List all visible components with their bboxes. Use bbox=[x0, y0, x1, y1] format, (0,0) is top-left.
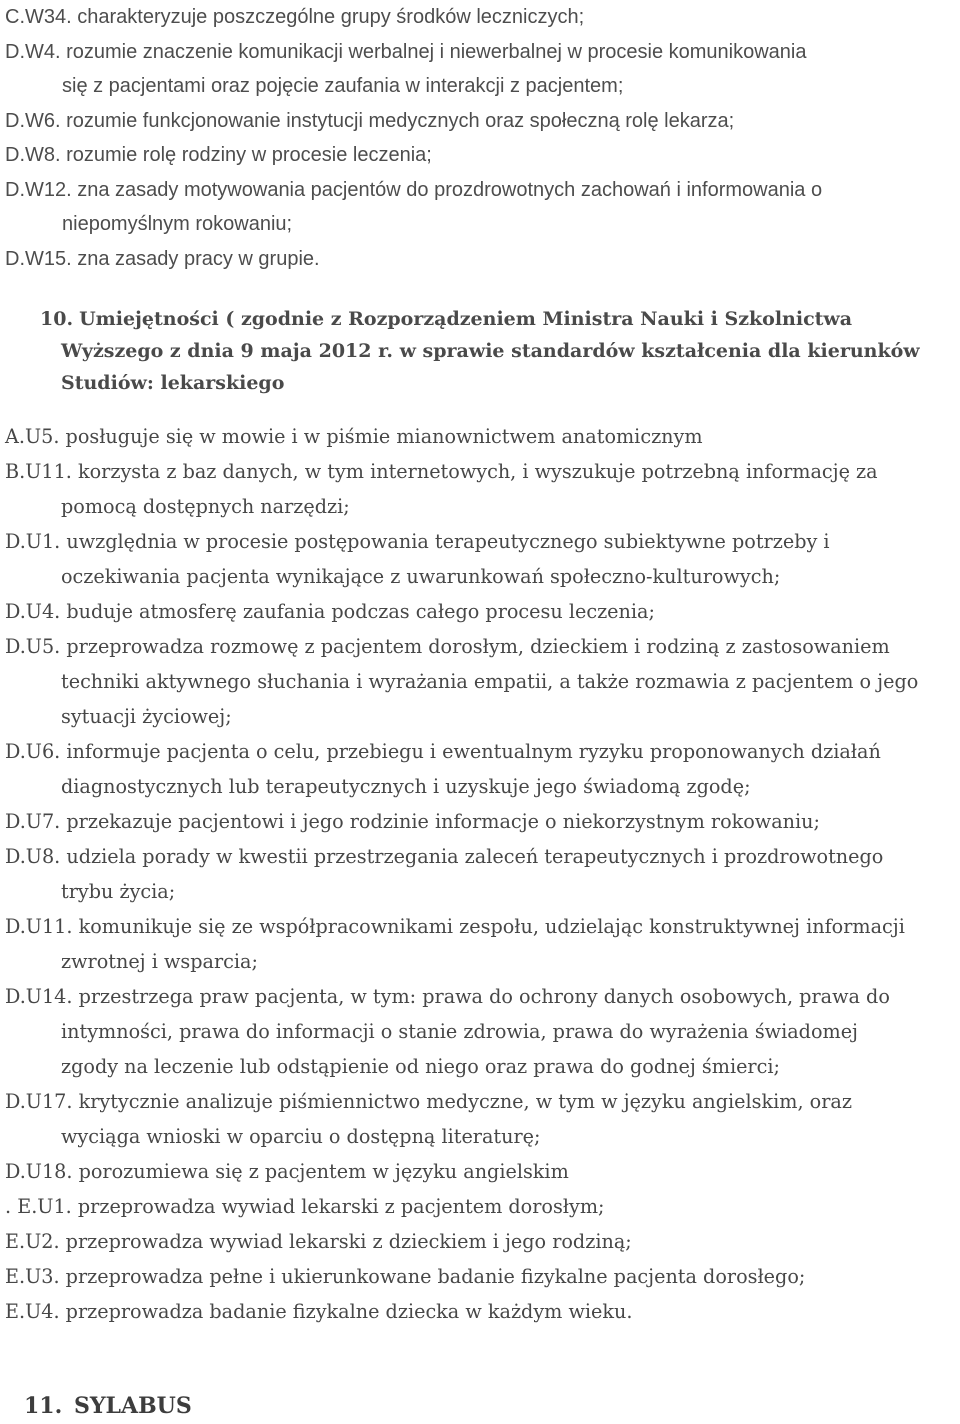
outcome-item bbox=[5, 629, 960, 734]
outcome-text: D.W4. rozumie znaczenie komunikacji werbalnej i niewerbalnej w procesie komunikowania bbox=[5, 40, 807, 63]
outcome-text: D.U7. przekazuje pacjentowi i jego rodzinie informacje o niekorzystnym rokowaniu; bbox=[5, 810, 820, 833]
section-10-heading-line-2: Wyższego z dnia 9 maja 2012 r. w sprawie standardów kształcenia dla kierunków bbox=[61, 340, 920, 362]
outcome-text-continuation: zgody na leczenie lub odstąpienie od niego oraz prawa do godnej śmierci; bbox=[61, 1055, 780, 1078]
outcome-text: D.U11. komunikuje się ze współpracownikami zespołu, udzielając konstruktywnej informacji bbox=[5, 915, 905, 938]
outcome-text-continuation: sytuacji życiowej; bbox=[61, 705, 232, 728]
outcome-item bbox=[5, 524, 960, 594]
outcome-item bbox=[5, 1224, 960, 1259]
outcome-item bbox=[5, 104, 955, 139]
outcome-text-continuation: pomocą dostępnych narzędzi; bbox=[61, 495, 350, 518]
outcome-item bbox=[5, 419, 960, 454]
section-11-number: 11. bbox=[24, 1393, 63, 1419]
outcome-text: D.U1. uwzględnia w procesie postępowania terapeutycznego subiektywne potrzeby i bbox=[5, 530, 830, 553]
outcome-text: D.U6. informuje pacjenta o celu, przebiegu i ewentualnym ryzyku proponowanych działań bbox=[5, 740, 881, 763]
outcome-item bbox=[5, 1154, 960, 1189]
outcome-item bbox=[5, 979, 960, 1084]
outcome-item bbox=[5, 594, 960, 629]
section-10-heading-line-1: Umiejętności ( zgodnie z Rozporządzeniem Ministra Nauki i Szkolnictwa bbox=[79, 308, 853, 330]
outcome-item bbox=[5, 173, 955, 242]
outcome-item bbox=[5, 1084, 960, 1154]
outcome-item bbox=[5, 454, 960, 524]
outcome-text: B.U11. korzysta z baz danych, w tym internetowych, i wyszukuje potrzebną informację za bbox=[5, 460, 878, 483]
outcome-item bbox=[5, 35, 955, 104]
outcome-text: A.U5. posługuje się w mowie i w piśmie mianownictwem anatomicznym bbox=[5, 425, 703, 448]
outcome-text-continuation: wyciąga wnioski w oparciu o dostępną literaturę; bbox=[61, 1125, 541, 1148]
outcome-text: D.U17. krytycznie analizuje piśmiennictwo medyczne, w tym w języku angielskim, oraz bbox=[5, 1090, 852, 1113]
outcome-text: E.U2. przeprowadza wywiad lekarski z dzieckiem i jego rodziną; bbox=[5, 1230, 632, 1253]
outcome-text-continuation: oczekiwania pacjenta wynikające z uwarunkowań społeczno-kulturowych; bbox=[61, 565, 781, 588]
outcome-text: D.U8. udziela porady w kwestii przestrzegania zaleceń terapeutycznych i prozdrowotnego bbox=[5, 845, 884, 868]
outcome-text: C.W34. charakteryzuje poszczególne grupy środków leczniczych; bbox=[5, 6, 585, 28]
outcome-text-continuation: trybu życia; bbox=[61, 880, 176, 903]
outcome-text: D.W15. zna zasady pracy w grupie. bbox=[5, 247, 320, 270]
outcome-text: D.U5. przeprowadza rozmowę z pacjentem dorosłym, dzieckiem i rodziną z zastosowaniem bbox=[5, 635, 890, 658]
outcome-text-continuation: zwrotnej i wsparcia; bbox=[61, 950, 258, 973]
outcome-item bbox=[5, 1189, 960, 1224]
outcome-item bbox=[5, 242, 955, 277]
outcome-text: D.U14. przestrzega praw pacjenta, w tym: prawa do ochrony danych osobowych, prawa do bbox=[5, 985, 890, 1008]
outcome-item bbox=[5, 839, 960, 909]
outcome-text-continuation: intymności, prawa do informacji o stanie zdrowia, prawa do wyrażenia świadomej bbox=[61, 1020, 859, 1043]
outcome-text: D.U18. porozumiewa się z pacjentem w języku angielskim bbox=[5, 1160, 569, 1183]
outcome-item bbox=[5, 0, 955, 35]
section-10-heading-line-3: Studiów: lekarskiego bbox=[61, 372, 285, 394]
outcome-text-continuation: się z pacjentami oraz pojęcie zaufania w interakcji z pacjentem; bbox=[62, 75, 624, 97]
section-10-heading bbox=[40, 303, 955, 399]
section-10-number: 10. bbox=[40, 308, 74, 330]
outcome-text: E.U4. przeprowadza badanie fizykalne dziecka w każdym wieku. bbox=[5, 1300, 633, 1323]
outcome-item bbox=[5, 1259, 960, 1294]
outcome-text-continuation: niepomyślnym rokowaniu; bbox=[62, 213, 293, 235]
outcome-item bbox=[5, 804, 960, 839]
outcome-text: . E.U1. przeprowadza wywiad lekarski z pacjentem dorosłym; bbox=[5, 1195, 605, 1218]
outcome-text: D.U4. buduje atmosferę zaufania podczas całego procesu leczenia; bbox=[5, 600, 655, 623]
outcome-text: D.W8. rozumie rolę rodziny w procesie leczenia; bbox=[5, 144, 432, 166]
outcome-text: D.W6. rozumie funkcjonowanie instytucji medycznych oraz społeczną rolę lekarza; bbox=[5, 109, 735, 132]
outcome-item bbox=[5, 138, 955, 173]
outcome-item bbox=[5, 1294, 960, 1329]
section-11-heading bbox=[24, 1388, 192, 1424]
outcome-text-continuation: diagnostycznych lub terapeutycznych i uzyskuje jego świadomą zgodę; bbox=[61, 775, 751, 798]
outcome-item bbox=[5, 734, 960, 804]
outcome-text: D.W12. zna zasady motywowania pacjentów do prozdrowotnych zachowań i informowania o bbox=[5, 178, 823, 201]
knowledge-outcomes-list bbox=[5, 0, 955, 276]
outcome-item bbox=[5, 909, 960, 979]
outcome-text: E.U3. przeprowadza pełne i ukierunkowane badanie fizykalne pacjenta dorosłego; bbox=[5, 1265, 806, 1288]
outcome-text-continuation: techniki aktywnego słuchania i wyrażania empatii, a także rozmawia z pacjentem o jego bbox=[61, 670, 919, 693]
skill-outcomes-list bbox=[5, 419, 960, 1329]
section-11-title: SYLABUS bbox=[73, 1393, 192, 1419]
